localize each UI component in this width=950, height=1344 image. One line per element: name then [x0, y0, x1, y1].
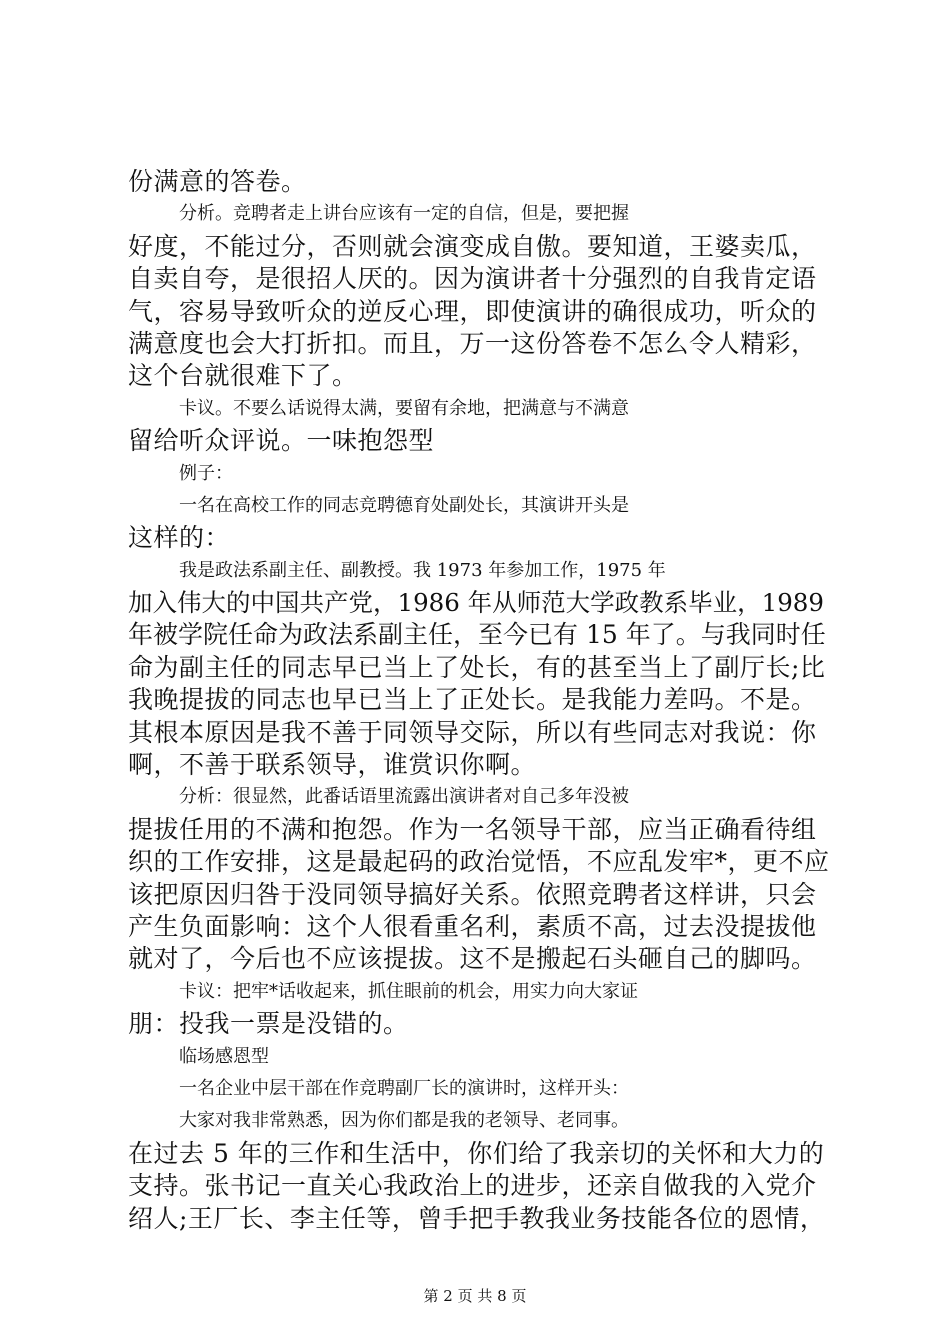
text-line: 支持。张书记一直关心我政治上的进步，还亲自做我的入党介 — [128, 1171, 817, 1201]
text-line: 命为副主任的同志早已当上了处长，有的甚至当上了副厅长;比 — [128, 652, 826, 682]
text-line: 就对了，今后也不应该提拔。这不是搬起石头砸自己的脚吗。 — [128, 944, 817, 974]
text-line: 分析。竞聘者走上讲台应该有一定的自信，但是，要把握 — [179, 203, 629, 225]
text-line: 气，容易导致听众的逆反心理，即使演讲的确很成功，听众的 — [128, 296, 817, 326]
text-line: 该把原因归咎于没同领导搞好关系。依照竞聘者这样讲，只会 — [128, 879, 817, 909]
text-line: 啊，不善于联系领导，谁赏识你啊。 — [128, 750, 537, 780]
text-line: 临场感恩型 — [179, 1045, 269, 1067]
text-line: 提拔任用的不满和抱怨。作为一名领导干部，应当正确看待组 — [128, 814, 817, 844]
text-line: 份满意的答卷。 — [128, 167, 307, 196]
page-footer: 第 2 页 共 8 页 — [423, 1287, 527, 1305]
text-line: 产生负面影响：这个人很看重名利，素质不高，过去没提拔他 — [128, 911, 817, 941]
text-line: 绍人;王厂长、李主任等，曾手把手教我业务技能各位的恩情， — [128, 1203, 826, 1233]
text-line: 分析：很显然，此番话语里流露出演讲者对自己多年没被 — [179, 786, 629, 808]
text-line: 我是政法系副主任、副教授。我 1973 年参加工作，1975 年 — [179, 559, 666, 581]
text-line: 加入伟大的中国共产党，1986 年从师范大学政教系毕业，1989 — [128, 588, 824, 618]
text-line: 好度，不能过分，否则就会演变成自傲。要知道，王婆卖瓜， — [128, 231, 817, 261]
text-line: 朋：投我一票是没错的。 — [128, 1009, 409, 1039]
text-line: 满意度也会大打折扣。而且，万一这份答卷不怎么令人精彩， — [128, 328, 817, 358]
text-line: 一名企业中层干部在作竞聘副厂长的演讲时，这样开头： — [179, 1077, 629, 1099]
text-line: 大家对我非常熟悉，因为你们都是我的老领导、老同事。 — [179, 1110, 629, 1132]
text-line: 留给听众评说。一味抱怨型 — [128, 426, 435, 456]
text-line: 例子： — [179, 462, 233, 484]
document-body — [128, 166, 834, 1235]
text-line: 自卖自夸，是很招人厌的。因为演讲者十分强烈的自我肯定语 — [128, 264, 817, 294]
text-line: 在过去 5 年的三作和生活中，你们给了我亲切的关怀和大力的 — [128, 1138, 825, 1168]
text-line: 年被学院任命为政法系副主任，至今已有 15 年了。与我同时任 — [128, 620, 826, 650]
text-line: 我晚提拔的同志也早已当上了正处长。是我能力差吗。不是。 — [128, 685, 817, 715]
text-line: 一名在高校工作的同志竞聘德育处副处长，其演讲开头是 — [179, 494, 629, 516]
text-line: 其根本原因是我不善于同领导交际，所以有些同志对我说：你 — [128, 717, 817, 747]
text-line: 卡议。不要么话说得太满，要留有余地，把满意与不满意 — [179, 397, 629, 419]
text-line: 卡议：把牢*话收起来，抓住眼前的机会，用实力向大家证 — [179, 980, 638, 1002]
text-line: 这个台就很难下了。 — [128, 361, 358, 391]
text-line: 织的工作安排，这是最起码的政治觉悟，不应乱发牢*，更不应 — [128, 847, 830, 877]
text-line: 这样的： — [128, 523, 231, 553]
